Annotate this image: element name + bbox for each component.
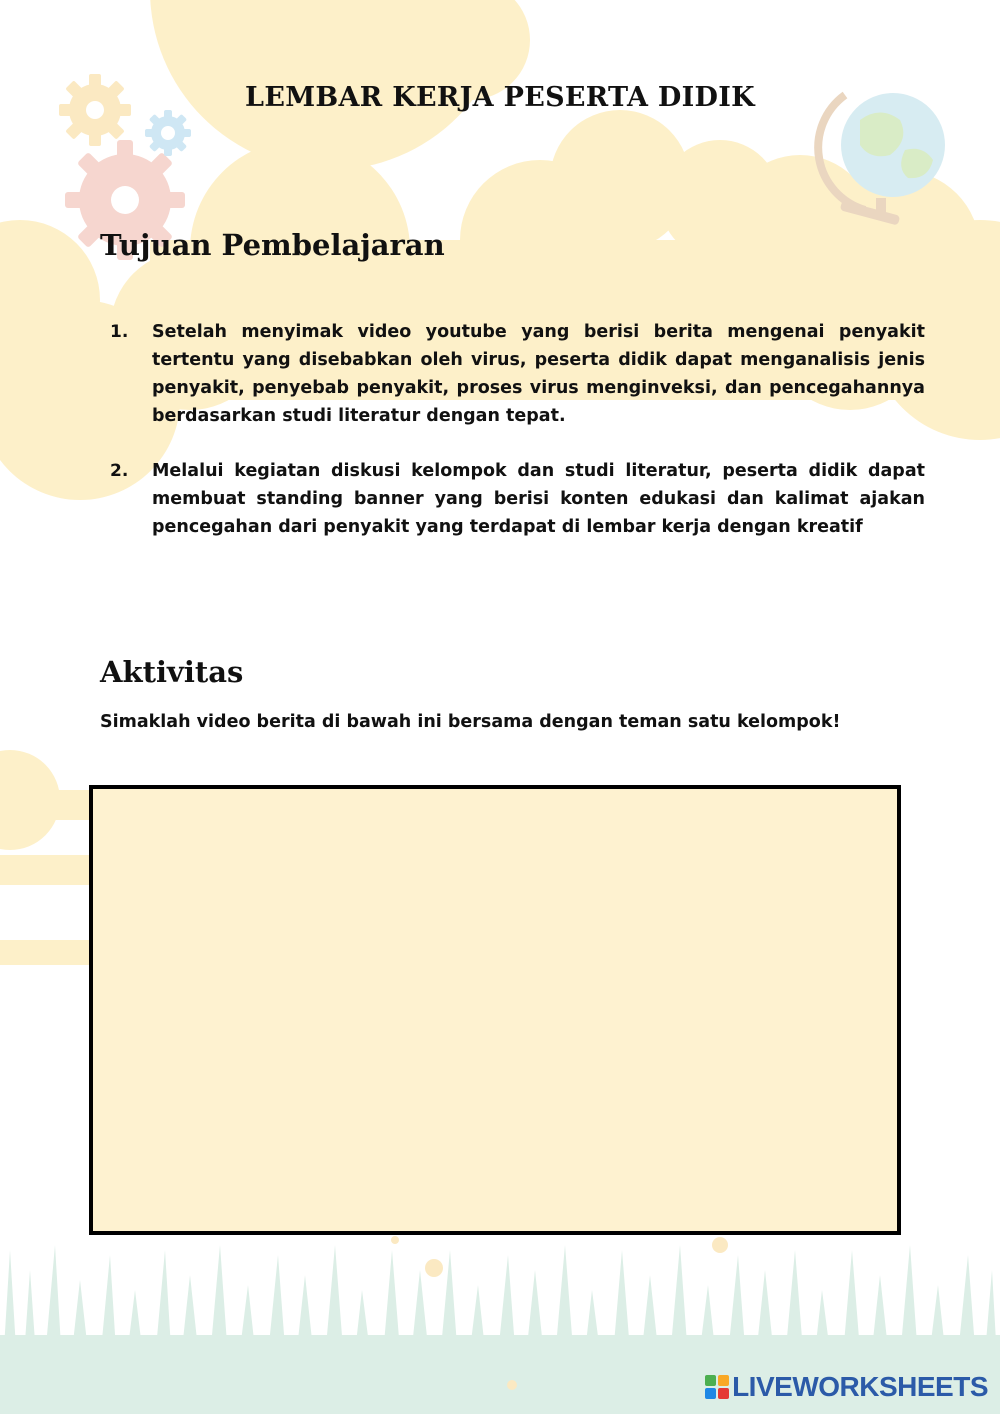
goal-number: 2. (110, 461, 129, 481)
liveworksheets-brand-text: LIVEWORKSHEETS (732, 1371, 988, 1402)
activity-instruction: Simaklah video berita di bawah ini bersama dengan teman satu kelompok! (100, 712, 841, 732)
goal-item (110, 457, 925, 541)
goal-item (110, 318, 925, 430)
learning-goals-heading: Tujuan Pembelajaran (100, 228, 445, 262)
activity-heading: Aktivitas (100, 655, 244, 689)
page-title: LEMBAR KERJA PESERTA DIDIK (245, 82, 755, 113)
goal-number: 1. (110, 322, 129, 342)
liveworksheets-logo[interactable] (705, 1371, 988, 1403)
goal-text: Melalui kegiatan diskusi kelompok dan studi literatur, peserta didik dapat membuat standing banner yang berisi konten edukasi dan kalimat ajakan pencegahan dari penyakit yang terdapat di lembar kerja dengan kreatif (152, 461, 925, 537)
video-embed-area[interactable] (89, 785, 901, 1235)
goal-text: Setelah menyimak video youtube yang berisi berita mengenai penyakit tertentu yang disebabkan oleh virus, peserta didik dapat menganalisis jenis penyakit, penyebab penyakit, proses virus menginveksi, dan pencegahannya berdasarkan studi literatur dengan tepat. (152, 322, 925, 426)
liveworksheets-logo-icon (705, 1375, 729, 1399)
gear-blue-icon (145, 110, 191, 156)
